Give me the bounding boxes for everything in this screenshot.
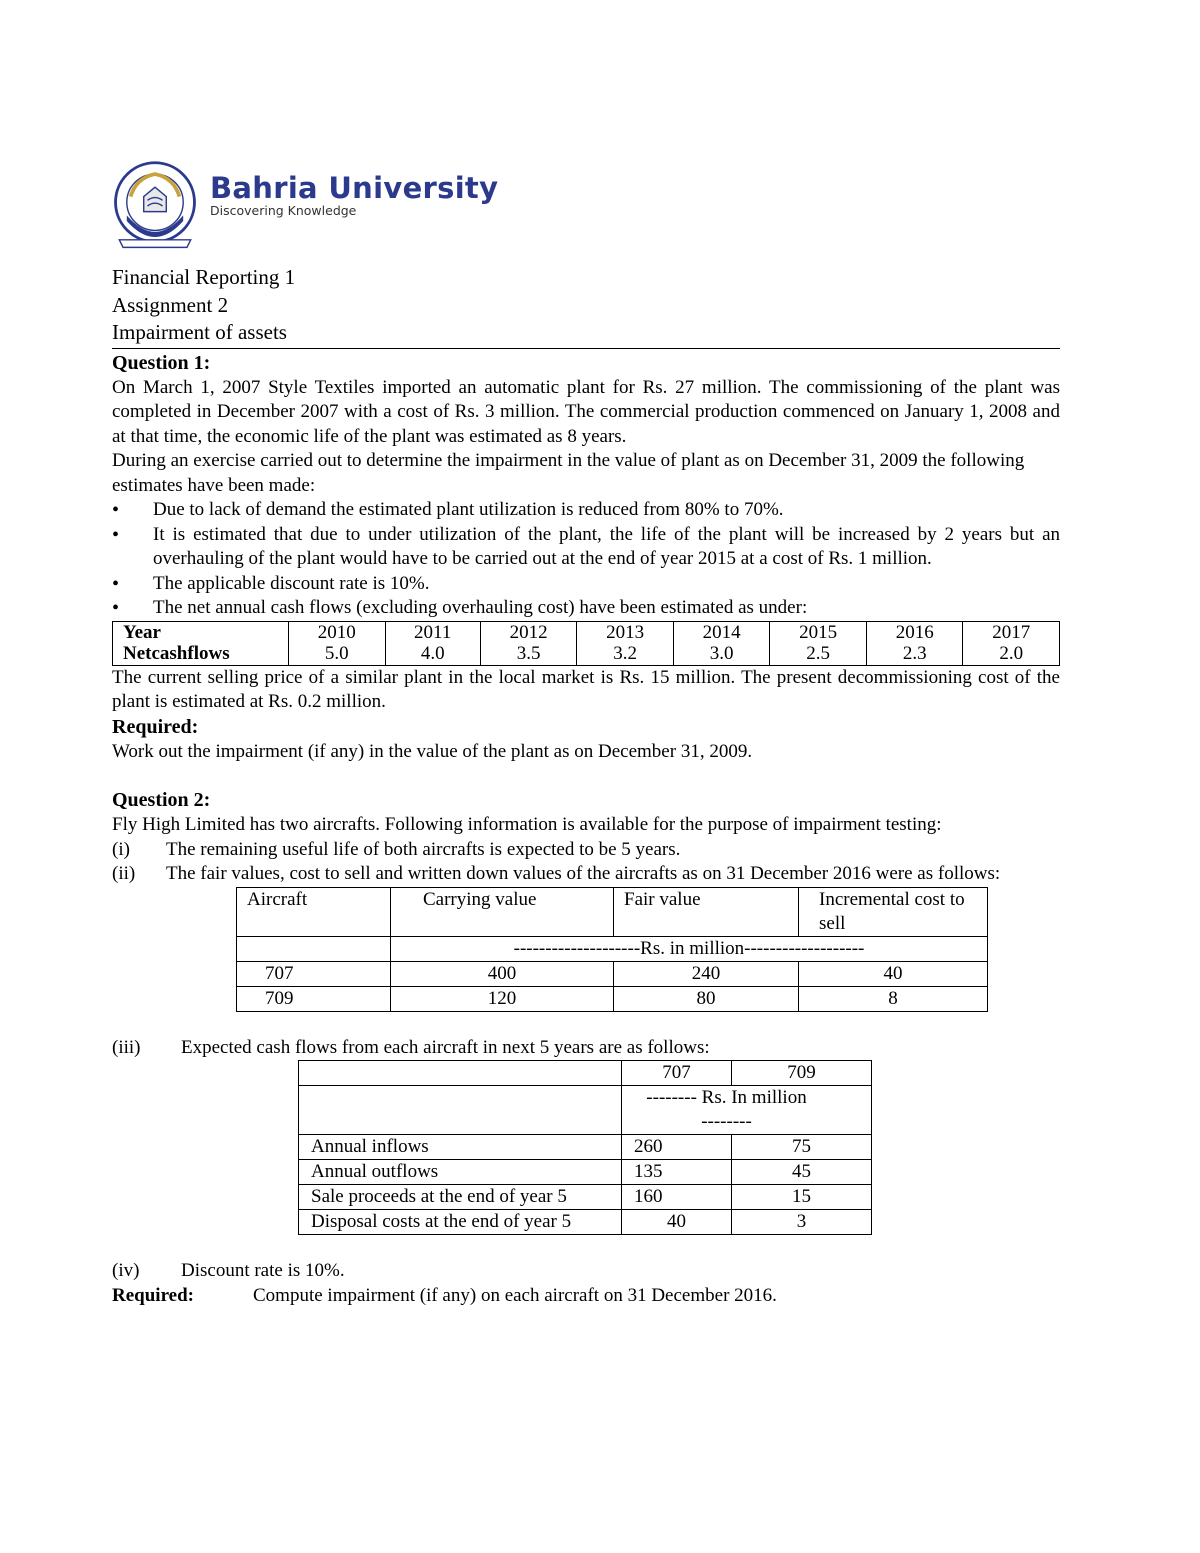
- list-item: [112, 1259, 1060, 1284]
- value-cell: 8: [799, 986, 988, 1011]
- university-logo: [108, 160, 1060, 252]
- empty-cell: [237, 936, 391, 961]
- year-cell: 2016: [866, 621, 963, 643]
- value-cell: 4.0: [385, 643, 480, 665]
- year-cell: 2014: [673, 621, 770, 643]
- table-row: [237, 936, 988, 961]
- value-cell: 3.0: [673, 643, 770, 665]
- course-title: Financial Reporting 1: [112, 265, 296, 289]
- spacer: [112, 1012, 1060, 1036]
- assignment-title: Assignment 2: [112, 292, 229, 317]
- item-text: The remaining useful life of both aircrafts is expected to be 5 years.: [166, 838, 681, 860]
- header-cell: 707: [622, 1061, 732, 1086]
- value-cell: 3.5: [480, 643, 577, 665]
- university-name: Bahria University: [210, 171, 499, 205]
- table-header-row: [237, 887, 988, 936]
- question-2-required-label: Required:: [112, 1284, 194, 1306]
- empty-cell: [299, 1086, 622, 1135]
- table-row: [299, 1185, 872, 1210]
- unit-cell: --------------------Rs. in million-------------------: [391, 936, 988, 961]
- document-titles: [112, 264, 1060, 347]
- title-divider: [112, 348, 1060, 349]
- cash-flow-table: [112, 621, 1060, 666]
- row-label: Annual inflows: [299, 1135, 622, 1160]
- row-label-netcashflows: Netcashflows: [113, 643, 289, 665]
- question-2-required: [112, 1284, 1060, 1309]
- value-cell: 75: [732, 1135, 872, 1160]
- table-row: [113, 643, 1060, 665]
- header-cell: Incremental cost to sell: [799, 887, 988, 936]
- item-text: The fair values, cost to sell and written down values of the aircrafts as on 31 December 2016 were as follows:: [166, 863, 1001, 884]
- table-header-row: [299, 1061, 872, 1086]
- question-1-required-text: Work out the impairment (if any) in the value of the plant as on December 31, 2009.: [112, 740, 753, 762]
- aircraft-values-table: [236, 887, 988, 1012]
- value-cell: 240: [614, 961, 799, 986]
- item-marker: (i): [112, 838, 130, 860]
- list-item: [112, 862, 1060, 887]
- bullet-item: • It is estimated that due to under utilization of the plant, the life of the plant will be increased by 2 years but an overhauling of the plant would have to be carried out at the end of year 2015 at a cost of Rs. 1 million.: [112, 523, 1060, 572]
- table-row: [299, 1160, 872, 1185]
- year-cell: 2015: [770, 621, 867, 643]
- value-cell: 2.3: [866, 643, 963, 665]
- row-label: Sale proceeds at the end of year 5: [299, 1185, 622, 1210]
- item-marker: (iv): [112, 1260, 140, 1281]
- list-item: [112, 838, 1060, 863]
- year-cell: 2017: [963, 621, 1060, 643]
- spacer: [112, 1235, 1060, 1259]
- cash-flow-table-wrapper: [298, 1060, 1060, 1235]
- value-cell: 400: [391, 961, 614, 986]
- question-1-paragraph-3: The current selling price of a similar plant in the local market is Rs. 15 million. The present decommissioning cost of the plant is estimated at Rs. 0.2 million.: [112, 666, 1060, 712]
- question-1-bullets: [112, 498, 1060, 621]
- value-cell: 3: [732, 1210, 872, 1235]
- logo-text: [210, 172, 498, 218]
- question-1-paragraph-2: During an exercise carried out to determine the impairment in the value of plant as on December 31, 2009 the following estimates have been made:: [112, 450, 1025, 496]
- year-cell: 2013: [577, 621, 674, 643]
- question-1-paragraph-1: On March 1, 2007 Style Textiles imported an automatic plant for Rs. 27 million. The commissioning of the plant was completed in December 2007 with a cost of Rs. 3 million. The commercial production commenced on January 1, 2008 and at that time, the economic life of the plant was estimated as 8 years.: [112, 376, 1060, 447]
- table-row: [237, 961, 988, 986]
- value-cell: 40: [622, 1210, 732, 1235]
- table-row: [299, 1210, 872, 1235]
- question-1-heading: Question 1:: [112, 351, 211, 374]
- value-cell: 80: [614, 986, 799, 1011]
- aircraft-cash-flow-table: [298, 1060, 872, 1235]
- value-cell: 135: [622, 1160, 732, 1185]
- header-cell: 709: [732, 1061, 872, 1086]
- aircraft-cell: 707: [237, 961, 391, 986]
- value-cell: 120: [391, 986, 614, 1011]
- bullet-item: • Due to lack of demand the estimated plant utilization is reduced from 80% to 70%.: [112, 498, 1060, 523]
- value-cell: 2.0: [963, 643, 1060, 665]
- aircraft-cell: 709: [237, 986, 391, 1011]
- item-text: Discount rate is 10%.: [181, 1260, 345, 1281]
- value-cell: 3.2: [577, 643, 674, 665]
- value-cell: 40: [799, 961, 988, 986]
- question-2-heading: Question 2:: [112, 789, 211, 811]
- row-label: Annual outflows: [299, 1160, 622, 1185]
- value-cell: 15: [732, 1185, 872, 1210]
- question-2-intro: Fly High Limited has two aircrafts. Following information is available for the purpose of impairment testing:: [112, 814, 942, 835]
- table-row: [113, 621, 1060, 643]
- value-cell: 5.0: [289, 643, 386, 665]
- row-label: Disposal costs at the end of year 5: [299, 1210, 622, 1235]
- question-2-required-text: Compute impairment (if any) on each aircraft on 31 December 2016.: [253, 1284, 777, 1306]
- university-tagline: Discovering Knowledge: [210, 203, 357, 218]
- table-row: [237, 986, 988, 1011]
- list-item: [112, 1036, 1060, 1061]
- table-row: [299, 1086, 872, 1135]
- unit-cell: -------- Rs. In million --------: [622, 1086, 872, 1135]
- item-marker: (ii): [112, 863, 136, 884]
- university-seal-icon: [108, 159, 202, 253]
- value-cell: 160: [622, 1185, 732, 1210]
- header-cell: Aircraft: [237, 887, 391, 936]
- header-cell: Fair value: [614, 887, 799, 936]
- question-2-items: [112, 838, 1060, 887]
- question-1-required-label: Required:: [112, 715, 199, 738]
- row-label-year: Year: [113, 621, 289, 643]
- spacer: [112, 764, 1060, 788]
- item-text: Expected cash flows from each aircraft in next 5 years are as follows:: [181, 1036, 710, 1058]
- year-cell: 2012: [480, 621, 577, 643]
- year-cell: 2010: [289, 621, 386, 643]
- bullet-item: • The applicable discount rate is 10%.: [112, 572, 1060, 597]
- topic-title: Impairment of assets: [112, 320, 287, 344]
- table-row: [299, 1135, 872, 1160]
- year-cell: 2011: [385, 621, 480, 643]
- document-content: [112, 160, 1060, 1308]
- bullet-item: • The net annual cash flows (excluding overhauling cost) have been estimated as under:: [112, 596, 1060, 621]
- value-cell: 2.5: [770, 643, 867, 665]
- header-cell: Carrying value: [391, 887, 614, 936]
- value-cell: 260: [622, 1135, 732, 1160]
- item-marker: (iii): [112, 1036, 141, 1058]
- value-cell: 45: [732, 1160, 872, 1185]
- empty-cell: [299, 1061, 622, 1086]
